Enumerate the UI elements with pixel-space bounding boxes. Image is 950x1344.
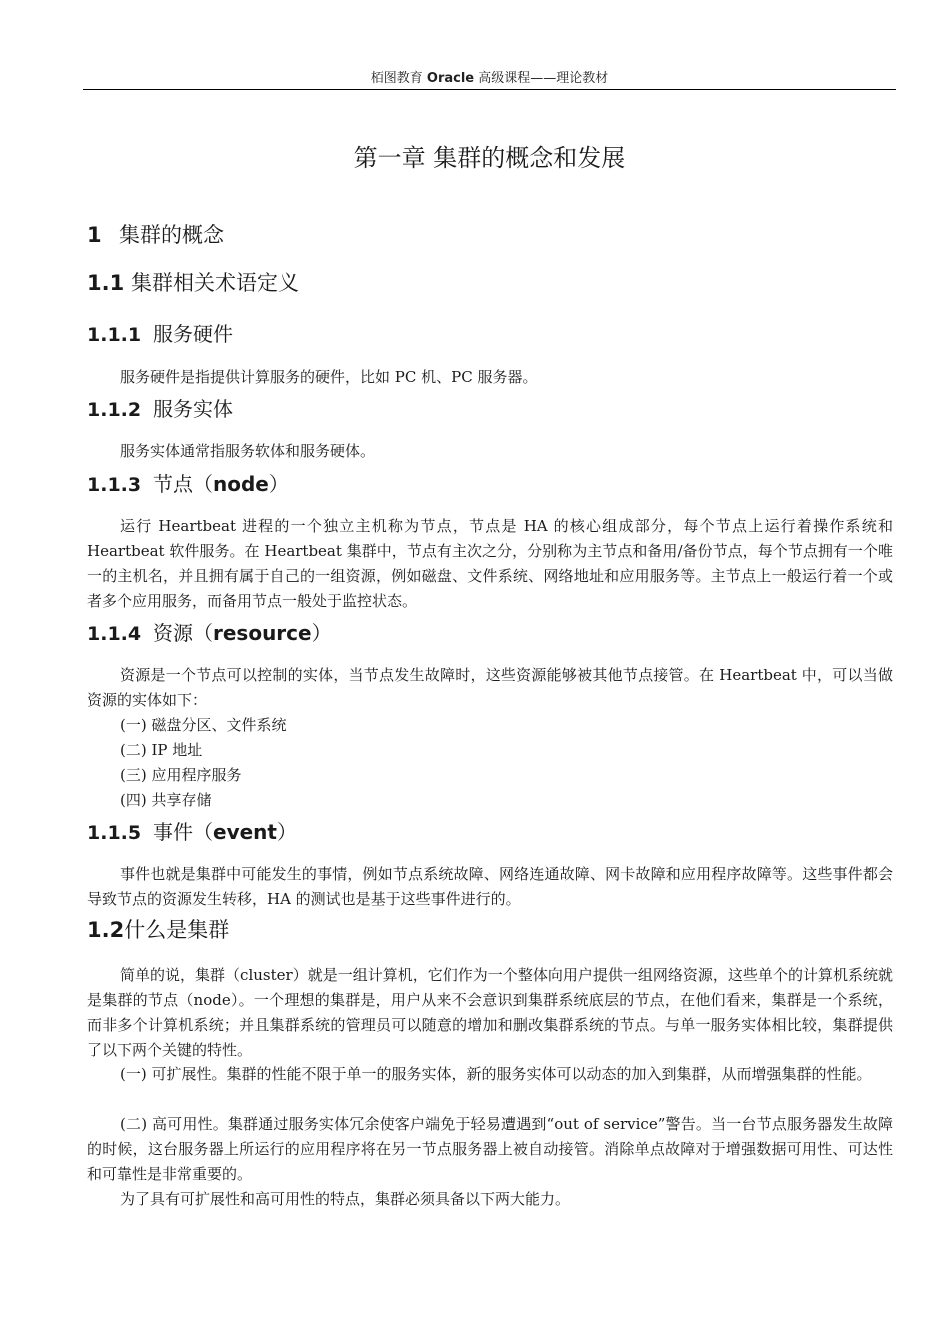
heading-text: 集群相关术语定义: [131, 271, 299, 295]
heading-number: 1.1.1: [87, 324, 142, 346]
heading-1-1-2: [87, 395, 233, 424]
heading-number: 1.1.3: [87, 474, 142, 496]
heading-number: 1.2: [87, 918, 125, 942]
list-item: (三) 应用程序服务: [120, 766, 242, 784]
heading-number: 1.1.2: [87, 399, 142, 421]
paragraph-resource: 资源是一个节点可以控制的实体，当节点发生故障时，这些资源能够被其他节点接管。在 Heartbeat 中，可以当做资源的实体如下：: [87, 666, 893, 709]
heading-text: 什么是集群: [124, 918, 230, 942]
heading-text: 服务实体: [153, 397, 233, 421]
paragraph-what-is-cluster: 简单的说，集群（cluster）就是一组计算机，它们作为一个整体向用户提供一组网络资源，这些单个的计算机系统就是集群的节点（node）。一个理想的集群是，用户从来不会意识到集群系统底层的节点，在他们看来，集群是一个系统，而非多个计算机系统；并且集群系统的管理员可以随意的增加和删改集群系统的节点。与单一服务实体相比较，集群提供了以下两个关键的特性。: [87, 966, 893, 1059]
header-suffix: 高级课程——理论教材: [474, 71, 609, 86]
heading-text-en: resource: [213, 621, 312, 645]
heading-1-1: [87, 268, 299, 298]
paragraph-high-availability: (二) 高可用性。集群通过服务实体冗余使客户端免于轻易遭遇到“out of service”警告。当一台节点服务器发生故障的时候，这台服务器上所运行的应用程序将在另一节点服务器上被自动接管。消除单点故障对于增强数据可用性、可达性和可靠性是非常重要的。: [87, 1115, 893, 1183]
heading-text-en: node: [213, 472, 269, 496]
heading-1-1-5: [87, 818, 297, 847]
heading-1-1-3: [87, 470, 289, 499]
heading-text-en: event: [213, 820, 277, 844]
paragraph-two-capabilities: 为了具有可扩展性和高可用性的特点，集群必须具备以下两大能力。: [120, 1190, 571, 1208]
header-prefix: 栢图教育: [370, 71, 427, 86]
heading-text-close: ）: [268, 472, 289, 496]
heading-text: 集群的概念: [119, 223, 224, 247]
running-header: [83, 70, 896, 89]
header-rule: [83, 89, 896, 90]
header-bold: Oracle: [426, 71, 475, 86]
heading-number: 1.1.5: [87, 822, 142, 844]
list-item: (四) 共享存储: [120, 791, 212, 809]
list-item: (二) IP 地址: [120, 741, 203, 759]
heading-text: 服务硬件: [153, 322, 233, 346]
heading-number: 1.1.4: [87, 623, 142, 645]
paragraph-node: 运行 Heartbeat 进程的一个独立主机称为节点，节点是 HA 的核心组成部分，每个节点上运行着操作系统和 Heartbeat 软件服务。在 Heartbeat 集群中，节点有主次之分，分别称为主节点和备用/备份节点，每个节点拥有一个唯一的主机名，并且拥有属于自己的一组资源，例如磁盘、文件系统、网络地址和应用服务等。主节点上一般运行着一个或者多个应用服务，而备用节点一般处于监控状态。: [87, 517, 893, 610]
heading-1-1-4: [87, 619, 332, 648]
paragraph-event: 事件也就是集群中可能发生的事情，例如节点系统故障、网络连通故障、网卡故障和应用程序故障等。这些事件都会导致节点的资源发生转移，HA 的测试也是基于这些事件进行的。: [87, 865, 893, 908]
paragraph-service-hardware: 服务硬件是指提供计算服务的硬件，比如 PC 机、PC 服务器。: [120, 368, 538, 386]
heading-1-2: [87, 915, 229, 945]
heading-1: [87, 220, 224, 250]
heading-text: 资源（: [153, 621, 213, 645]
heading-text: 节点（: [153, 472, 213, 496]
paragraph-scalability: (一) 可扩展性。集群的性能不限于单一的服务实体，新的服务实体可以动态的加入到集群，从而增强集群的性能。: [120, 1065, 872, 1083]
list-item: (一) 磁盘分区、文件系统: [120, 716, 287, 734]
heading-number: 1: [87, 223, 102, 247]
heading-text-close: ）: [311, 621, 332, 645]
heading-number: 1.1: [87, 271, 125, 295]
heading-text: 事件（: [153, 820, 213, 844]
heading-1-1-1: [87, 320, 233, 349]
paragraph-service-entity: 服务实体通常指服务软体和服务硬体。: [120, 442, 376, 460]
heading-text-close: ）: [276, 820, 297, 844]
chapter-title: 第一章 集群的概念和发展: [353, 144, 626, 172]
